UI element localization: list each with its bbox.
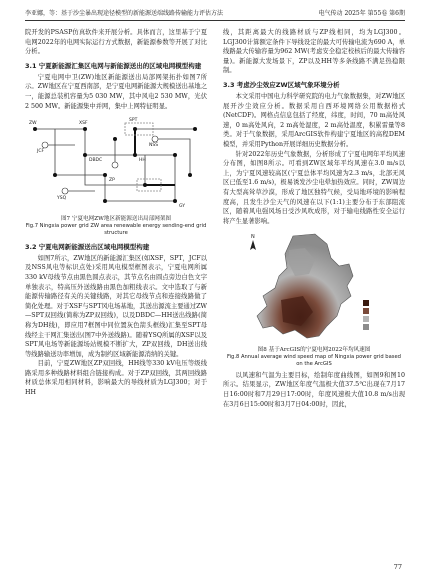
left-paragraph-1: 院开发的PSASP仿真软件来开展分析。具体而言，这里基于宁夏电网2022年的电网实际运行方式数据，新能源参数等开展了对比分析。	[25, 29, 207, 56]
right-paragraph-4: 以风速和气温为主要目标，绘制年度曲线图，如图9和图10所示。结果显示，ZW地区年度气温极大值37.5℃出现在7月17日16:00时和7月29日17:00时，年度风速极大值10.8 m/s出现在3月6日15:00时和3月7日04:00时，因此，	[223, 371, 405, 408]
header-authors: 李亚娜，等：基于沙尘暴出现途径模型的新能源送端线路传输能力评估方法	[25, 10, 224, 17]
figure-8-wind-speed-map	[223, 230, 405, 342]
right-paragraph-2: 本文采用中国电力科学研究院的电力气象数据集，对ZW地区展开沙尘效应分析。数据采用自西环境网络公用数据格式(NetCDF)。网格点信息包括了经度，纬度，时间，70 m高处风速，0 m高处风向，2 m高处湿度，2 m高处温度，积累雷量等8类。对于气象数据，采用ArcGIS软件构建宁夏地区的高程DEM模型，并采用Python开展详细历史数据分析。	[223, 92, 405, 148]
figure-7-caption: 图7 宁夏电网ZW地区新能源送出局部网架图	[60, 215, 172, 222]
fig7-label-xsf: XSF	[79, 121, 88, 127]
fig7-label-gy: GY	[179, 204, 186, 210]
figure-8-caption: 图8 基于ArcGIS的宁夏电网2022年均风速图	[257, 346, 371, 353]
left-paragraph-3: 如图7所示，ZW地区的新能源汇集区(如XSF，SPT，JCF以及NSS风电等标识点处)采用风电模型框图表示，宁夏电网所属330 kV母线节点由黑色圆点表示，其节点名由圆点旁边白色文字单独表示，特高压外送线路由黑色加粗线表示。文中选取了与新能源传输路径有关的关键线路，对其它母线节点和连接线路做了简化处理。对于XSF与SPT风电场基地，其送出源流主要通过ZW—SPT双回线(简称为ZP双回线)，以及DBDC—HH送出线路(简称为DH线)，即应用7框图中同位置灰色箭头框线)汇集至SPT母线经主干网汇集送出(图7中外送线路)。随着YSQ所属的XSF以及SPT风电场等新能源场站规模不断扩大，ZP双回线，DH送出线等线路输送功率增加，成为制约区域新能源消纳的关键。	[25, 254, 207, 358]
left-column	[25, 28, 207, 398]
left-paragraph-2: 宁夏电网中卫(ZW)地区新能源送出局部网架拓扑如图7所示。ZW地区在宁夏西南部，是宁夏电网新能源大规模送出基地之一，能源总装机容量为5 030 MW，其中风电2 530 MW，光伏2 500 MW。新能源集中并网，集中上网特征明显。	[25, 73, 207, 110]
fig7-label-zp: ZP	[109, 178, 115, 184]
figure-7-grid-diagram	[25, 115, 207, 211]
left-paragraph-4: 目前，宁夏ZW地区ZP双回线，HH线等330 kV电压等级线路采用多种线路材料组合链接构成。对于ZP双回线，其两回线路材质总体采用相同材料，影响最大的导线材质为LGJ300；对于HH	[25, 360, 207, 397]
fig7-label-spt: SPT	[129, 118, 138, 124]
header-journal: 电气传动 2025年 第55卷 第6期	[318, 10, 405, 17]
figure-7	[25, 115, 207, 238]
svg-text:N: N	[251, 234, 255, 241]
right-paragraph-3: 针对2022年历史气象数据，分析形成了宁夏电网年平均风速分布图，如图8所示。可看到ZW区域年平均风速在3.0 m/s以上，为宁夏风速较高区(宁夏总体平均风速为2.3 m/s，北部无风区已低至1.6 m/s)，极易诱发沙尘电晕加热效应。同时，ZW周边有大型高耸草沙漠，形成了地区独特气候，受局地环境的影响程度高，且发生沙尘天气的风速在以下(1:1)主要分布于东部阻流区，随着风电强风场日受沙风吹成形，对于输电线路性安全运行将产生显著影响。	[223, 150, 405, 225]
fig7-label-ysq: YSQ	[57, 196, 67, 202]
figure-8-caption-en: Fig.8 Annual average wind speed map of Ningxia power grid based on the ArcGIS	[227, 353, 401, 368]
section-heading-3-2: 3.2 宁夏电网新能源送出区域电网模型构建	[25, 242, 150, 251]
section-heading-3-3: 3.3 考虑沙尘效应ZW区域气象环境分析	[223, 80, 340, 89]
fig7-label-nss: NSS	[149, 143, 159, 149]
right-paragraph-1: 线，其距离最大的线路材质与ZP线相同，均为LGJ300。LGJ300计算额定条件下导线设定的最大可传输电流为690 A，单线路最大传输容量为962 MW(考虑安全稳定校核后的最大传输容量)。新能源大发场景下，ZP以及HH等多条线路不满足热稳限制。	[223, 29, 405, 75]
section-heading-3-1: 3.1 宁夏新能源汇集区电网与新能源送出的区域电网模型构建	[25, 61, 202, 70]
figure-7-caption-en: Fig.7 Ningxia power grid ZW area renewable energy sending-end grid structure	[25, 222, 207, 237]
right-column	[223, 28, 405, 409]
fig7-label-jcf: JCF	[37, 149, 45, 155]
fig7-label-dbdc: DBDC	[89, 158, 103, 164]
page-number: 77	[393, 563, 402, 571]
fig7-label-hh: HH	[139, 158, 146, 164]
figure-8	[223, 230, 405, 369]
running-header	[25, 8, 405, 21]
fig7-label-zw: ZW	[29, 121, 37, 127]
